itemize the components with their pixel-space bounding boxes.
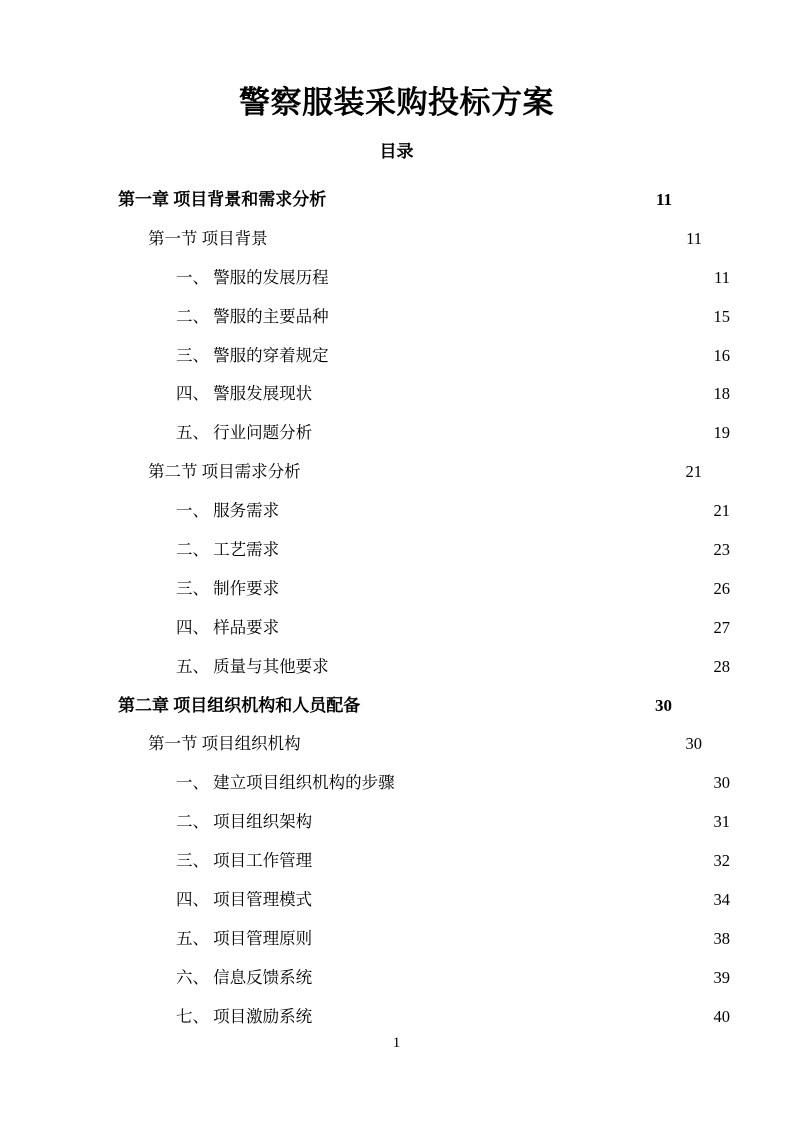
toc-entry[interactable] — [176, 570, 730, 609]
toc-entry[interactable] — [148, 453, 702, 492]
toc-entry-label: 二、 项目组织架构 — [176, 812, 313, 832]
toc-entry-label: 三、 警服的穿着规定 — [176, 345, 329, 365]
toc-entry[interactable] — [176, 492, 730, 531]
toc-dot-leader — [312, 966, 713, 983]
toc-entry[interactable] — [176, 298, 730, 337]
toc-entry-page-number: 28 — [713, 656, 730, 676]
toc-dot-leader — [301, 461, 686, 478]
toc-dot-leader — [279, 616, 707, 633]
toc-entry-label: 五、 项目管理原则 — [176, 928, 313, 948]
toc-entry-label: 一、 警服的发展历程 — [176, 267, 329, 287]
toc-entry[interactable] — [176, 881, 730, 920]
toc-entry-label: 三、 制作要求 — [176, 578, 280, 598]
toc-entry-page-number: 34 — [713, 890, 730, 910]
toc-entry[interactable] — [176, 959, 730, 998]
toc-entry[interactable] — [176, 531, 730, 570]
toc-dot-leader — [312, 811, 713, 828]
toc-entry-label: 第一节 项目组织机构 — [148, 734, 301, 754]
toc-dot-leader — [329, 266, 708, 283]
document-title: 警察服装采购投标方案 — [239, 85, 554, 120]
toc-entry-page-number: 11 — [714, 267, 730, 287]
toc-entry-page-number: 23 — [713, 540, 730, 560]
toc-dot-leader — [329, 305, 708, 322]
toc-dot-leader — [312, 927, 713, 944]
toc-dot-leader — [268, 227, 680, 244]
toc-entry-label: 一、 服务需求 — [176, 501, 280, 521]
toc-heading: 目录 — [379, 142, 414, 161]
toc-entry[interactable] — [176, 764, 730, 803]
toc-entry-label: 四、 项目管理模式 — [176, 890, 313, 910]
toc-entry-page-number: 21 — [685, 462, 702, 482]
toc-entry-page-number: 26 — [713, 578, 730, 598]
toc-entry[interactable] — [176, 920, 730, 959]
toc-entry-label: 四、 样品要求 — [176, 617, 280, 637]
toc-entry-page-number: 11 — [655, 190, 672, 209]
toc-entry-page-number: 32 — [713, 851, 730, 871]
toc-entry-label: 六、 信息反馈系统 — [176, 967, 313, 987]
toc-entry-page-number: 16 — [713, 345, 730, 365]
page-number-footer: 1 — [392, 1035, 401, 1051]
toc-entry[interactable] — [176, 337, 730, 376]
toc-entry-label: 第二节 项目需求分析 — [148, 462, 301, 482]
toc-entry[interactable] — [118, 181, 672, 220]
toc-dot-leader — [312, 850, 713, 867]
toc-entry-page-number: 30 — [655, 695, 672, 715]
toc-entry-page-number: 19 — [713, 423, 730, 443]
toc-entry[interactable] — [176, 414, 730, 453]
toc-entry-label: 三、 项目工作管理 — [176, 851, 313, 871]
toc-entry-page-number: 31 — [713, 812, 730, 832]
toc-dot-leader — [279, 539, 707, 556]
toc-entry[interactable] — [118, 687, 672, 726]
toc-dot-leader — [312, 1005, 713, 1022]
toc-entry-page-number: 21 — [713, 501, 730, 521]
toc-entry[interactable] — [176, 842, 730, 881]
toc-entry-page-number: 38 — [713, 928, 730, 948]
toc-entry-label: 第二章 项目组织机构和人员配备 — [118, 695, 361, 715]
table-of-contents — [118, 181, 730, 1037]
toc-dot-leader — [279, 577, 707, 594]
toc-dot-leader — [329, 655, 708, 672]
toc-entry[interactable] — [176, 803, 730, 842]
toc-dot-leader — [395, 772, 708, 789]
toc-entry-label: 五、 行业问题分析 — [176, 423, 313, 443]
toc-entry-page-number: 27 — [713, 617, 730, 637]
toc-entry[interactable] — [176, 375, 730, 414]
toc-entry-page-number: 11 — [686, 228, 702, 248]
toc-dot-leader — [279, 500, 707, 517]
toc-entry-label: 二、 警服的主要品种 — [176, 306, 329, 326]
toc-entry-label: 七、 项目激励系统 — [176, 1006, 313, 1026]
toc-entry-page-number: 39 — [713, 967, 730, 987]
toc-dot-leader — [312, 422, 713, 439]
toc-entry[interactable] — [148, 725, 702, 764]
toc-entry[interactable] — [176, 609, 730, 648]
toc-entry-page-number: 15 — [713, 306, 730, 326]
toc-entry-page-number: 18 — [713, 384, 730, 404]
toc-entry-label: 四、 警服发展现状 — [176, 384, 313, 404]
toc-entry-label: 五、 质量与其他要求 — [176, 656, 329, 676]
toc-dot-leader — [301, 733, 686, 750]
toc-dot-leader — [312, 889, 713, 906]
toc-entry-label: 二、 工艺需求 — [176, 540, 280, 560]
toc-entry-page-number: 30 — [685, 734, 702, 754]
toc-entry[interactable] — [176, 259, 730, 298]
toc-entry-label: 一、 建立项目组织机构的步骤 — [176, 773, 395, 793]
toc-entry[interactable] — [176, 648, 730, 687]
toc-entry-label: 第一章 项目背景和需求分析 — [118, 190, 327, 209]
toc-entry[interactable] — [148, 220, 702, 259]
toc-entry-page-number: 30 — [713, 773, 730, 793]
toc-dot-leader — [312, 383, 713, 400]
toc-entry-page-number: 40 — [713, 1006, 730, 1026]
toc-entry-label: 第一节 项目背景 — [148, 228, 268, 248]
toc-entry[interactable] — [176, 998, 730, 1037]
toc-dot-leader — [326, 188, 650, 205]
toc-dot-leader — [329, 344, 708, 361]
toc-dot-leader — [360, 694, 655, 711]
